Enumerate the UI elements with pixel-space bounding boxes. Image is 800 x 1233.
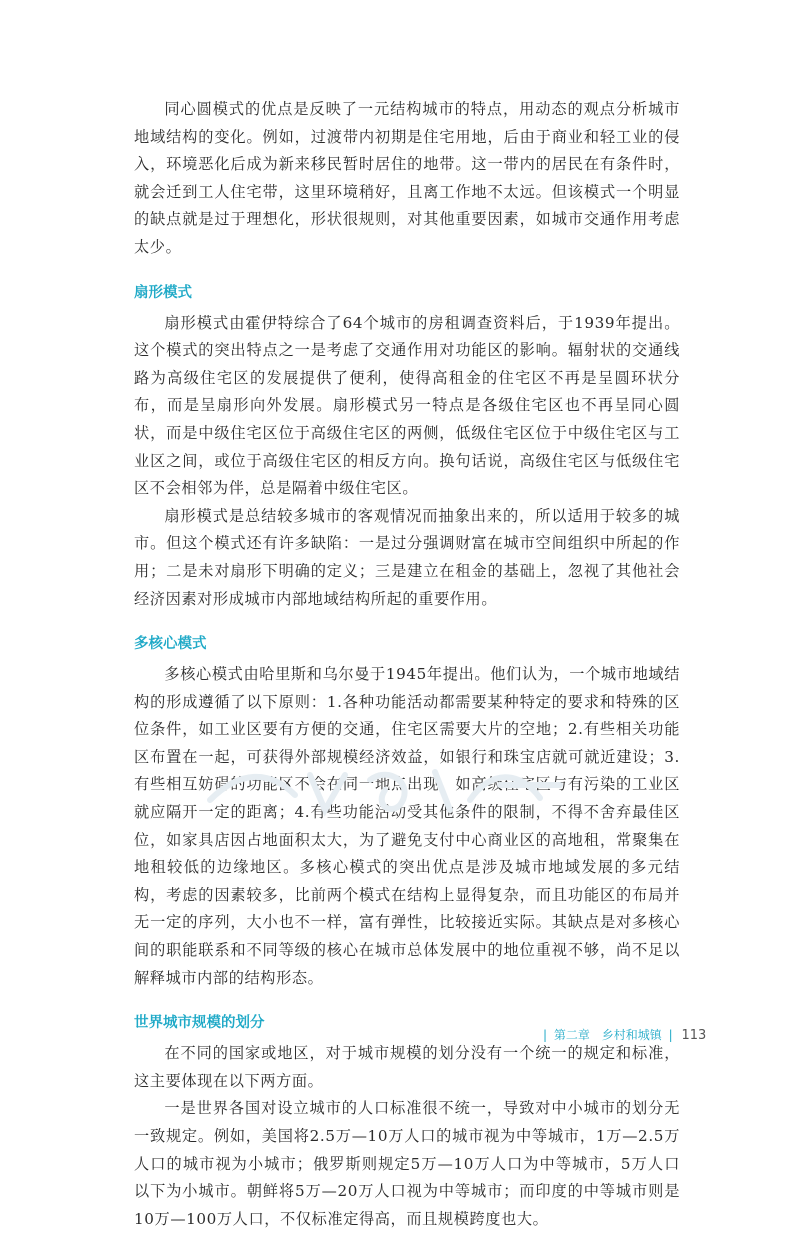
footer-topic: 乡村和城镇 [601,1028,662,1042]
section-heading-city-size-classification: 世界城市规模的划分 [134,1015,265,1032]
intro-paragraph: 同心圆模式的优点是反映了一元结构城市的特点，用动态的观点分析城市地域结构的变化。例如，过渡带内初期是住宅用地，后由于商业和轻工业的侵入，环境恶化后成为新来移民暂时居住的地带。这一带内的居民在有条件时，就会迁到工人住宅带，这里环境稍好，且离工作地不太远。但该模式一个明显的缺点就是过于理想化，形状很规则，对其他重要因素，如城市交通作用考虑太少。 [134,100,680,256]
paragraph: 在不同的国家或地区，对于城市规模的划分没有一个统一的规定和标准，这主要体现在以下两方面。 [134,1044,680,1090]
footer-divider: | [543,1028,548,1042]
page-number: 113 [681,1028,707,1043]
section-heading-multiple-nuclei-model: 多核心模式 [134,636,207,653]
body-content [134,96,680,1233]
footer-divider: | [668,1028,673,1042]
section-heading-fan-model: 扇形模式 [134,284,192,301]
paragraph: 一是世界各国对设立城市的人口标准很不统一，导致对中小城市的划分无一致规定。例如，美国将2.5万—10万人口的城市视为中等城市，1万—2.5万人口的城市视为小城市；俄罗斯则规定5万—10万人口为中等城市，5万人口以下为小城市。朝鲜将5万—20万人口视为中等城市；而印度的中等城市则是10万—100万人口，不仅标准定得高，而且规模跨度也大。 [134,1099,680,1228]
paragraph: 多核心模式由哈里斯和乌尔曼于1945年提出。他们认为，一个城市地域结构的形成遵循了以下原则：1.各种功能活动都需要某种特定的要求和特殊的区位条件，如工业区要有方便的交通，住宅区需要大片的空地；2.有些相关功能区布置在一起，可获得外部规模经济效益，如银行和珠宝店就可就近建设；3.有些相互妨碍的功能区不会在同一地点出现，如高级住宅区与有污染的工业区就应隔开一定的距离；4.有些功能活动受其他条件的限制，不得不舍弃最佳区位，如家具店因占地面积太大，为了避免支付中心商业区的高地租，常聚集在地租较低的边缘地区。多核心模式的突出优点是涉及城市地域发展的多元结构，考虑的因素较多，比前两个模式在结构上显得复杂，而且功能区的布局并无一定的序列，大小也不一样，富有弹性，比较接近实际。其缺点是对多核心间的职能联系和不同等级的核心在城市总体发展中的地位重视不够，尚不足以解释城市内部的结构形态。 [134,665,680,987]
paragraph: 扇形模式由霍伊特综合了64个城市的房租调查资料后，于1939年提出。这个模式的突出特点之一是考虑了交通作用对功能区的影响。辐射状的交通线路为高级住宅区的发展提供了便利，使得高租金的住宅区不再是呈圆环状分布，而是呈扇形向外发展。扇形模式另一特点是各级住宅区也不再呈同心圆状，而是中级住宅区位于高级住宅区的两侧，低级住宅区位于中级住宅区与工业区之间，或位于高级住宅区的相反方向。换句话说，高级住宅区与低级住宅区不会相邻为伴，总是隔着中级住宅区。 [134,313,680,498]
page-footer [540,1025,707,1045]
footer-chapter: 第二章 [553,1028,590,1042]
paragraph: 扇形模式是总结较多城市的客观情况而抽象出来的，所以适用于较多的城市。但这个模式还有许多缺陷：一是过分强调财富在城市空间组织中所起的作用；二是未对扇形下明确的定义；三是建立在租金的基础上，忽视了其他社会经济因素对形成城市内部地域结构所起的重要作用。 [134,506,680,608]
